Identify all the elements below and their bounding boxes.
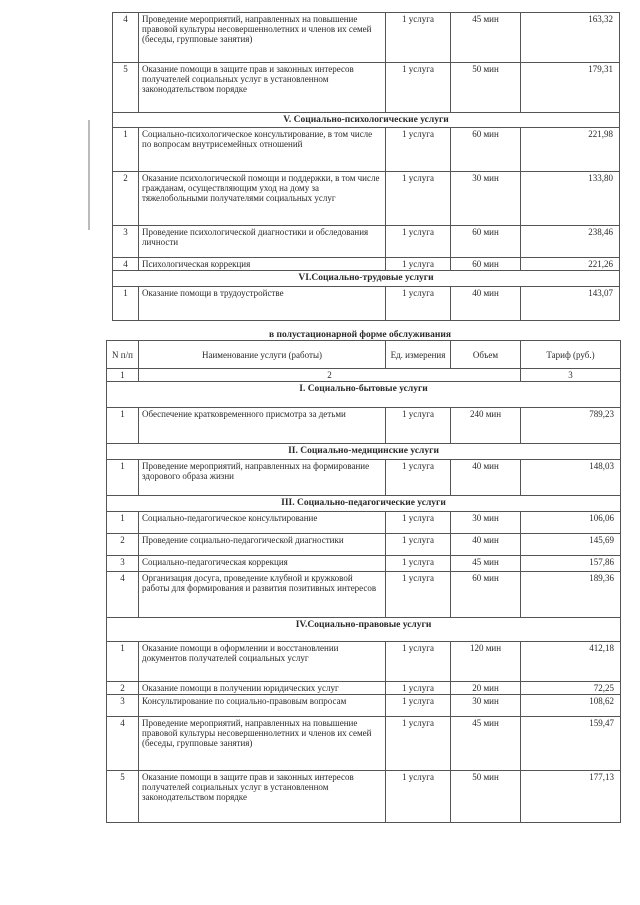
service-name: Проведение психологической диагностики и обследования личности [139, 226, 386, 258]
table-row [113, 128, 620, 172]
unit-of-measure: 1 услуга [386, 642, 451, 682]
service-tariff: 163,32 [521, 13, 620, 63]
section-row [107, 618, 621, 642]
service-name: Психологическая коррекция [139, 258, 386, 271]
table-row [113, 63, 620, 113]
service-name: Социально-педагогическая коррекция [139, 556, 386, 572]
service-name: Организация досуга, проведение клубной и кружковой работы для формирования и развития позитивных интересов [139, 572, 386, 618]
section-row [113, 113, 620, 128]
section-title: IV.Социально-правовые услуги [107, 618, 621, 642]
table-row [107, 682, 621, 695]
section-caption: в полустационарной форме обслуживания [269, 330, 451, 340]
unit-of-measure: 1 услуга [386, 258, 451, 271]
service-name: Оказание помощи в получении юридических услуг [139, 682, 386, 695]
table-row [107, 572, 621, 618]
service-volume: 30 мин [451, 172, 521, 226]
section-row [107, 382, 621, 408]
unit-of-measure: 1 услуга [386, 534, 451, 556]
table-row [107, 408, 621, 444]
service-name: Оказание помощи в защите прав и законных интересов получателей социальных услуг в установленном законодательством порядке [139, 63, 386, 113]
service-volume: 45 мин [451, 556, 521, 572]
unit-of-measure: 1 услуга [386, 128, 451, 172]
service-name: Оказание помощи в трудоустройстве [139, 287, 386, 321]
service-volume: 20 мин [451, 682, 521, 695]
unit-of-measure: 1 услуга [386, 13, 451, 63]
service-name: Проведение мероприятий, направленных на повышение правовой культуры несовершеннолетних и членов их семей (беседы, групповые занятия) [139, 717, 386, 771]
unit-of-measure: 1 услуга [386, 556, 451, 572]
index-cell-1: 1 [107, 369, 139, 382]
header-unit: Ед. измерения [386, 341, 451, 369]
section-title: VI.Социально-трудовые услуги [113, 271, 620, 287]
row-number: 3 [107, 695, 139, 717]
header-num: N п/п [107, 341, 139, 369]
table-row [107, 717, 621, 771]
service-name: Оказание психологической помощи и поддержки, в том числе гражданам, осуществляющим уход на дому за тяжелобольными получателями социальных услуг [139, 172, 386, 226]
service-name: Оказание помощи в оформлении и восстановлении документов получателей социальных услуг [139, 642, 386, 682]
service-volume: 60 мин [451, 258, 521, 271]
row-number: 3 [107, 556, 139, 572]
row-number: 2 [107, 534, 139, 556]
service-name: Социально-психологическое консультирование, в том числе по вопросам внутрисемейных отношений [139, 128, 386, 172]
table-row [107, 771, 621, 823]
service-tariff: 143,07 [521, 287, 620, 321]
service-volume: 45 мин [451, 13, 521, 63]
table-row [107, 512, 621, 534]
tariff-table-bottom [106, 340, 621, 823]
header-tariff: Тариф (руб.) [521, 341, 621, 369]
table-row [113, 226, 620, 258]
row-number: 4 [107, 572, 139, 618]
service-tariff: 72,25 [521, 682, 621, 695]
index-row [107, 369, 621, 382]
service-tariff: 189,36 [521, 572, 621, 618]
unit-of-measure: 1 услуга [386, 572, 451, 618]
table-row [107, 534, 621, 556]
row-number: 1 [113, 128, 139, 172]
service-tariff: 221,98 [521, 128, 620, 172]
service-name: Консультирование по социально-правовым вопросам [139, 695, 386, 717]
row-number: 1 [113, 287, 139, 321]
unit-of-measure: 1 услуга [386, 771, 451, 823]
service-tariff: 789,23 [521, 408, 621, 444]
index-cell-2: 2 [139, 369, 521, 382]
section-title: III. Социально-педагогические услуги [107, 496, 621, 512]
service-volume: 30 мин [451, 512, 521, 534]
unit-of-measure: 1 услуга [386, 63, 451, 113]
service-tariff: 148,03 [521, 460, 621, 496]
row-number: 3 [113, 226, 139, 258]
service-name: Социально-педагогическое консультирование [139, 512, 386, 534]
table-row [113, 287, 620, 321]
unit-of-measure: 1 услуга [386, 287, 451, 321]
row-number: 1 [107, 512, 139, 534]
service-volume: 40 мин [451, 287, 521, 321]
section-row [113, 271, 620, 287]
unit-of-measure: 1 услуга [386, 717, 451, 771]
service-tariff: 133,80 [521, 172, 620, 226]
service-name: Проведение мероприятий, направленных на повышение правовой культуры несовершеннолетних и членов их семей (беседы, групповые занятия) [139, 13, 386, 63]
service-tariff: 177,13 [521, 771, 621, 823]
unit-of-measure: 1 услуга [386, 695, 451, 717]
section-title: V. Социально-психологические услуги [113, 113, 620, 128]
unit-of-measure: 1 услуга [386, 682, 451, 695]
section-title: II. Социально-медицинские услуги [107, 444, 621, 460]
table-row [107, 556, 621, 572]
header-name: Наименование услуги (работы) [139, 341, 386, 369]
service-name: Обеспечение кратковременного присмотра за детьми [139, 408, 386, 444]
service-volume: 50 мин [451, 771, 521, 823]
service-volume: 120 мин [451, 642, 521, 682]
header-row [107, 341, 621, 369]
row-number: 1 [107, 460, 139, 496]
header-volume: Объем [451, 341, 521, 369]
row-number: 2 [113, 172, 139, 226]
tariff-table-top [112, 12, 620, 321]
table-row [113, 172, 620, 226]
unit-of-measure: 1 услуга [386, 408, 451, 444]
service-volume: 240 мин [451, 408, 521, 444]
index-cell-3: 3 [521, 369, 621, 382]
service-name: Проведение социально-педагогической диагностики [139, 534, 386, 556]
section-row [107, 444, 621, 460]
service-volume: 30 мин [451, 695, 521, 717]
row-number: 4 [113, 258, 139, 271]
section-row [107, 496, 621, 512]
service-tariff: 412,18 [521, 642, 621, 682]
service-tariff: 145,69 [521, 534, 621, 556]
service-tariff: 159,47 [521, 717, 621, 771]
row-number: 4 [113, 13, 139, 63]
service-tariff: 157,86 [521, 556, 621, 572]
row-number: 2 [107, 682, 139, 695]
unit-of-measure: 1 услуга [386, 226, 451, 258]
row-number: 5 [107, 771, 139, 823]
service-volume: 45 мин [451, 717, 521, 771]
service-volume: 50 мин [451, 63, 521, 113]
unit-of-measure: 1 услуга [386, 512, 451, 534]
service-tariff: 221,26 [521, 258, 620, 271]
table-row [107, 642, 621, 682]
service-tariff: 108,62 [521, 695, 621, 717]
service-name: Оказание помощи в защите прав и законных интересов получателей социальных услуг в установленном законодательством порядке [139, 771, 386, 823]
table-row [107, 460, 621, 496]
scan-artifact [88, 120, 90, 230]
row-number: 4 [107, 717, 139, 771]
service-volume: 40 мин [451, 460, 521, 496]
unit-of-measure: 1 услуга [386, 172, 451, 226]
table-row [107, 695, 621, 717]
service-tariff: 106,06 [521, 512, 621, 534]
table-row [113, 258, 620, 271]
section-title: I. Социально-бытовые услуги [107, 382, 621, 408]
service-volume: 40 мин [451, 534, 521, 556]
service-volume: 60 мин [451, 128, 521, 172]
table-row [113, 13, 620, 63]
service-name: Проведение мероприятий, направленных на формирование здорового образа жизни [139, 460, 386, 496]
unit-of-measure: 1 услуга [386, 460, 451, 496]
service-tariff: 238,46 [521, 226, 620, 258]
row-number: 1 [107, 408, 139, 444]
service-volume: 60 мин [451, 226, 521, 258]
service-tariff: 179,31 [521, 63, 620, 113]
service-volume: 60 мин [451, 572, 521, 618]
row-number: 1 [107, 642, 139, 682]
row-number: 5 [113, 63, 139, 113]
